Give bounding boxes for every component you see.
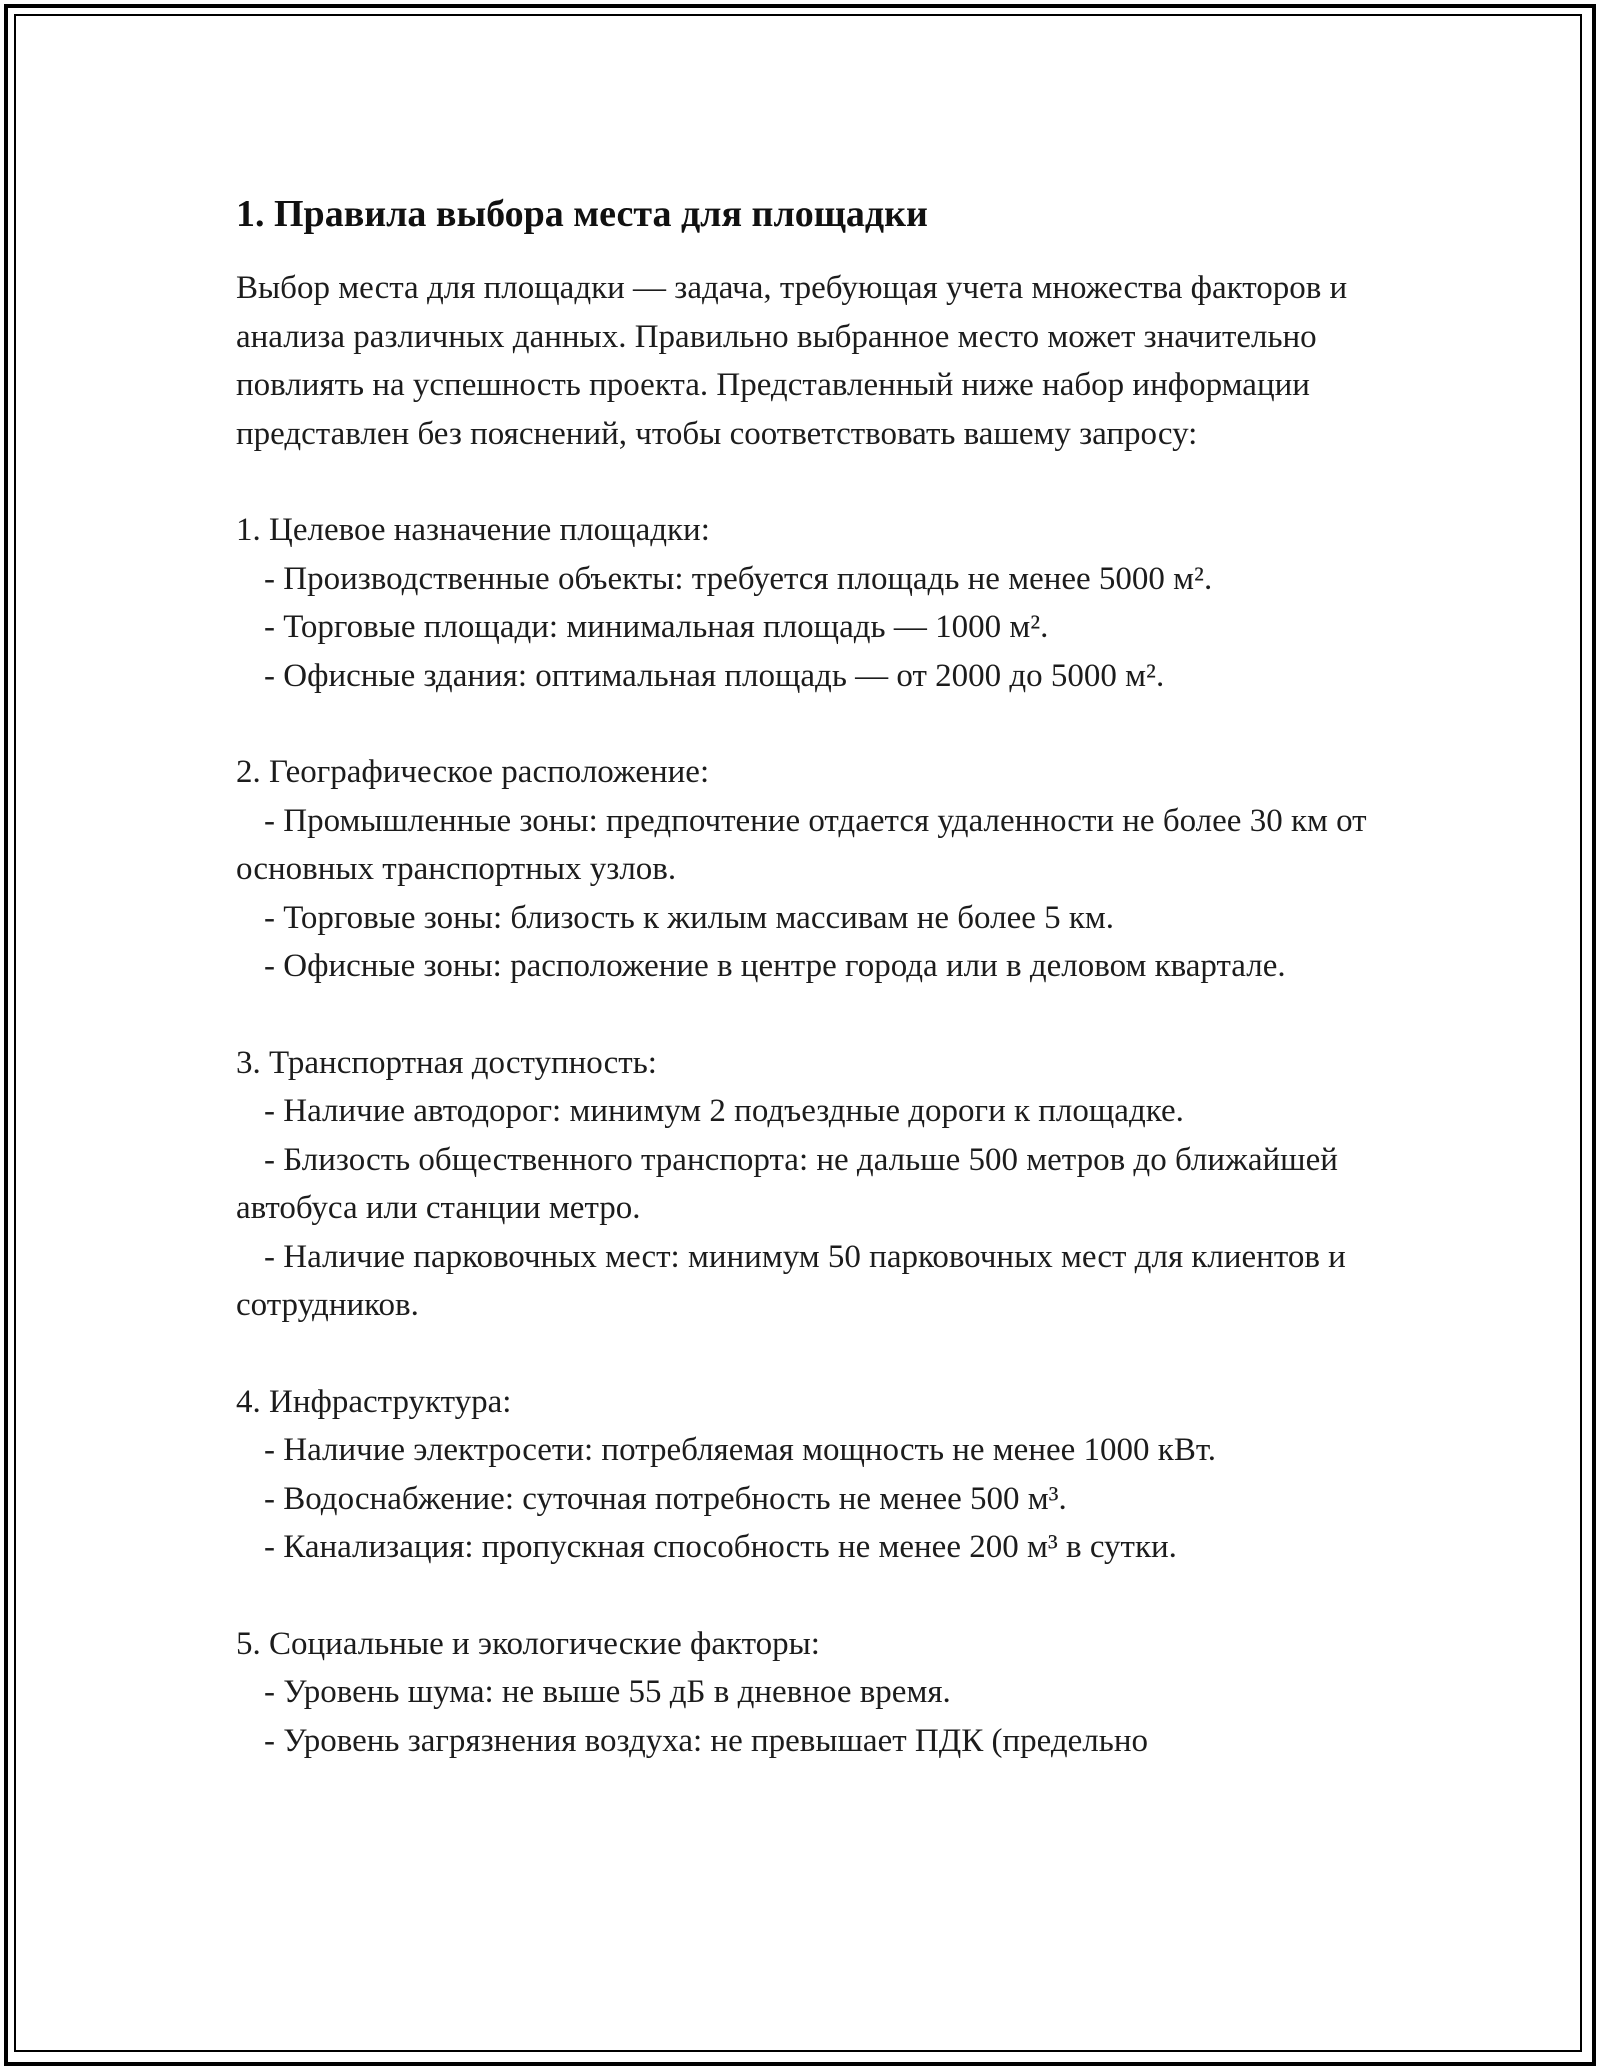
list-item: - Торговые зоны: близость к жилым массивам не более 5 км.	[264, 899, 1115, 936]
intro-paragraph: Выбор места для площадки — задача, требующая учета множества факторов и анализа различных данных. Правильно выбранное место может значительно повлиять на успешность проекта. Представленный ниже набор информации представлен без пояснений, чтобы соответствовать вашему запросу:	[236, 270, 1348, 452]
list-item: - Производственные объекты: требуется площадь не менее 5000 м².	[264, 560, 1213, 597]
document-heading: 1. Правила выбора места для площадки	[236, 193, 928, 235]
list-item: - Близость общественного транспорта: не дальше 500 метров до ближайшей автобуса или станции метро.	[236, 1141, 1338, 1226]
list-item: - Промышленные зоны: предпочтение отдается удаленности не более 30 км от основных транспортных узлов.	[236, 802, 1367, 887]
section-transport	[236, 1039, 1386, 1330]
list-item: - Офисные здания: оптимальная площадь — от 2000 до 5000 м².	[264, 657, 1165, 694]
section-purpose	[236, 506, 1386, 700]
section-title: 5. Социальные и экологические факторы:	[236, 1625, 820, 1662]
document-body	[236, 188, 1386, 1813]
section-title: 4. Инфраструктура:	[236, 1383, 512, 1420]
section-title: 3. Транспортная доступность:	[236, 1044, 657, 1081]
list-item: - Наличие автодорог: минимум 2 подъездные дороги к площадке.	[264, 1093, 1184, 1129]
list-item: - Наличие парковочных мест: минимум 50 парковочных мест для клиентов и сотрудников.	[236, 1238, 1346, 1323]
list-item: - Торговые площади: минимальная площадь — 1000 м².	[264, 609, 1049, 645]
list-item: - Офисные зоны: расположение в центре города или в деловом квартале.	[264, 948, 1286, 984]
list-item: - Водоснабжение: суточная потребность не менее 500 м³.	[264, 1480, 1067, 1517]
list-item: - Канализация: пропускная способность не менее 200 м³ в сутки.	[264, 1529, 1177, 1565]
section-social-ecology	[236, 1620, 1386, 1766]
list-item: - Уровень загрязнения воздуха: не превышает ПДК (предельно	[264, 1722, 1148, 1759]
section-geography	[236, 748, 1386, 991]
list-item: - Наличие электросети: потребляемая мощность не менее 1000 кВт.	[264, 1432, 1217, 1468]
list-item: - Уровень шума: не выше 55 дБ в дневное время.	[264, 1674, 951, 1710]
section-infrastructure	[236, 1378, 1386, 1572]
section-title: 2. Географическое расположение:	[236, 754, 710, 790]
section-title: 1. Целевое назначение площадки:	[236, 512, 710, 548]
